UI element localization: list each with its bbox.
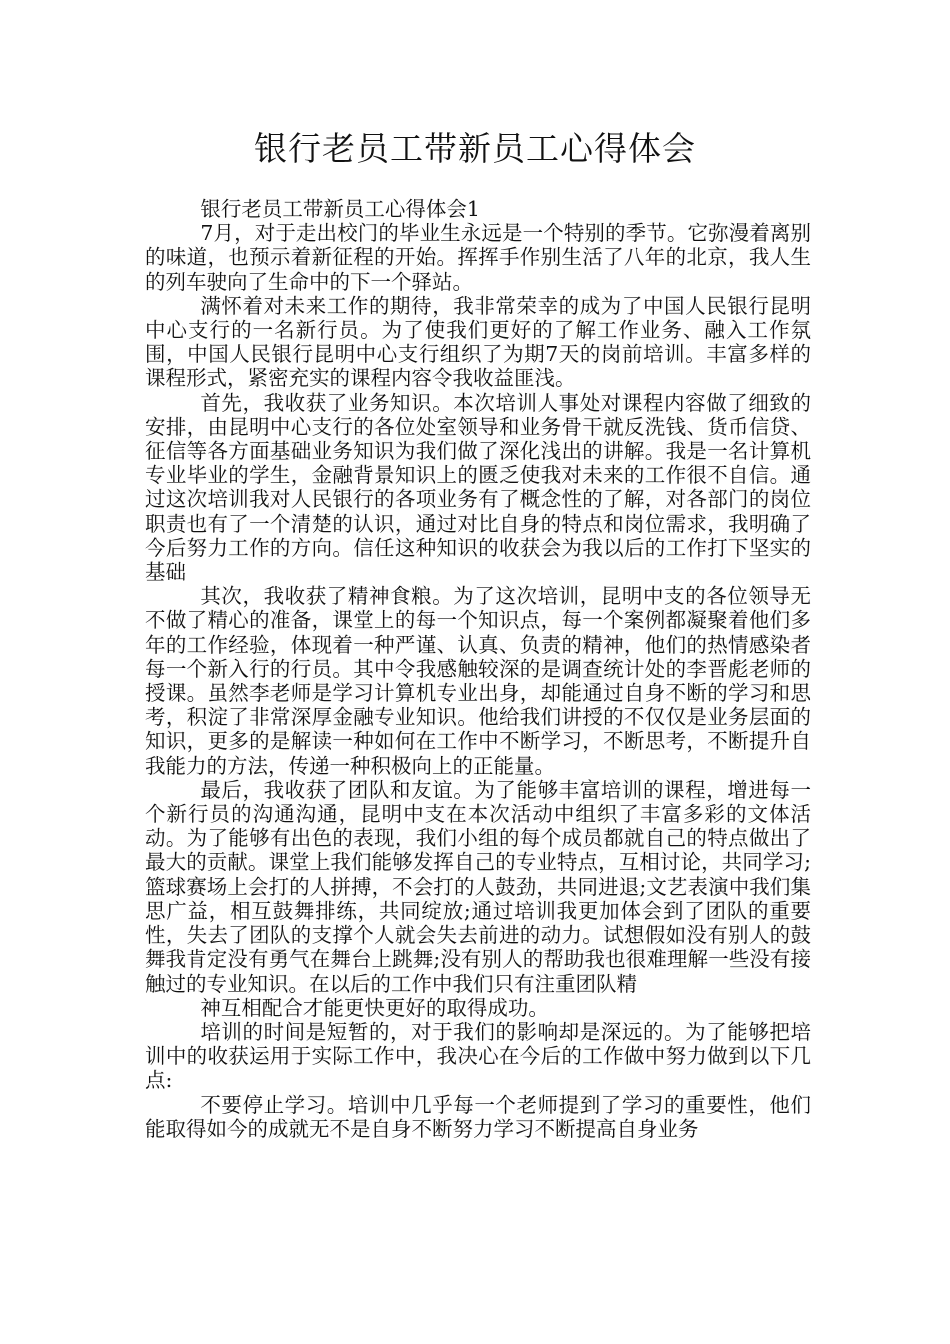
paragraph: 其次，我收获了精神食粮。为了这次培训，昆明中支的各位领导无不做了精心的准备，课堂上的每一个知识点，每一个案例都凝聚着他们多年的工作经验，体现着一种严谨、认真、负责的精神，他们的热情感染者每一个新入行的行员。其中令我感触较深的是调查统计处的李晋彪老师的授课。虽然李老师是学习计算机专业出身，却能通过自身不断的学习和思考，积淀了非常深厚金融专业知识。他给我们讲授的不仅仅是业务层面的知识，更多的是解读一种如何在工作中不断学习，不断思考，不断提升自我能力的方法，传递一种积极向上的正能量。: [145, 584, 811, 778]
paragraph: 首先，我收获了业务知识。本次培训人事处对课程内容做了细致的安排，由昆明中心支行的各位处室领导和业务骨干就反洗钱、货币信贷、征信等各方面基础业务知识为我们做了深化浅出的讲解。我是一名计算机专业毕业的学生，金融背景知识上的匮乏使我对未来的工作很不自信。通过这次培训我对人民银行的各项业务有了概念性的了解，对各部门的岗位职责也有了一个清楚的认识，通过对比自身的特点和岗位需求，我明确了今后努力工作的方向。信任这种知识的收获会为我以后的工作打下坚实的基础: [145, 390, 811, 585]
paragraph: 7月，对于走出校门的毕业生永远是一个特别的季节。它弥漫着离别的味道，也预示着新征程的开始。挥挥手作别生活了八年的北京，我人生的列车驶向了生命中的下一个驿站。: [145, 221, 811, 294]
document-body: [145, 197, 811, 1141]
paragraph: 不要停止学习。培训中几乎每一个老师提到了学习的重要性，他们能取得如今的成就无不是自身不断努力学习不断提高自身业务: [145, 1092, 811, 1141]
paragraph-subheading: 银行老员工带新员工心得体会1: [200, 197, 480, 221]
document-title: 银行老员工带新员工心得体会: [254, 129, 696, 168]
paragraph: 培训的时间是短暂的，对于我们的影响却是深远的。为了能够把培训中的收获运用于实际工作中，我决心在今后的工作做中努力做到以下几点:: [145, 1019, 811, 1093]
paragraph: 满怀着对未来工作的期待，我非常荣幸的成为了中国人民银行昆明中心支行的一名新行员。为了使我们更好的了解工作业务、融入工作氛围，中国人民银行昆明中心支行组织了为期7天的岗前培训。丰富多样的课程形式，紧密充实的课程内容令我收益匪浅。: [145, 293, 811, 391]
paragraph: 神互相配合才能更快更好的取得成功。: [200, 995, 549, 1020]
paragraph: 最后，我收获了团队和友谊。为了能够丰富培训的课程，增进每一个新行员的沟通沟通，昆明中支在本次活动中组织了丰富多彩的文体活动。为了能够有出色的表现，我们小组的每个成员都就自己的特点做出了最大的贡献。课堂上我们能够发挥自己的专业特点，互相讨论，共同学习;篮球赛场上会打的人拼搏，不会打的人鼓劲，共同进退;文艺表演中我们集思广益，相互鼓舞排练，共同绽放;通过培训我更加体会到了团队的重要性，失去了团队的支撑个人就会失去前进的动力。试想假如没有别人的鼓舞我肯定没有勇气在舞台上跳舞;没有别人的帮助我也很难理解一些没有接触过的专业知识。在以后的工作中我们只有注重团队精: [145, 777, 811, 996]
